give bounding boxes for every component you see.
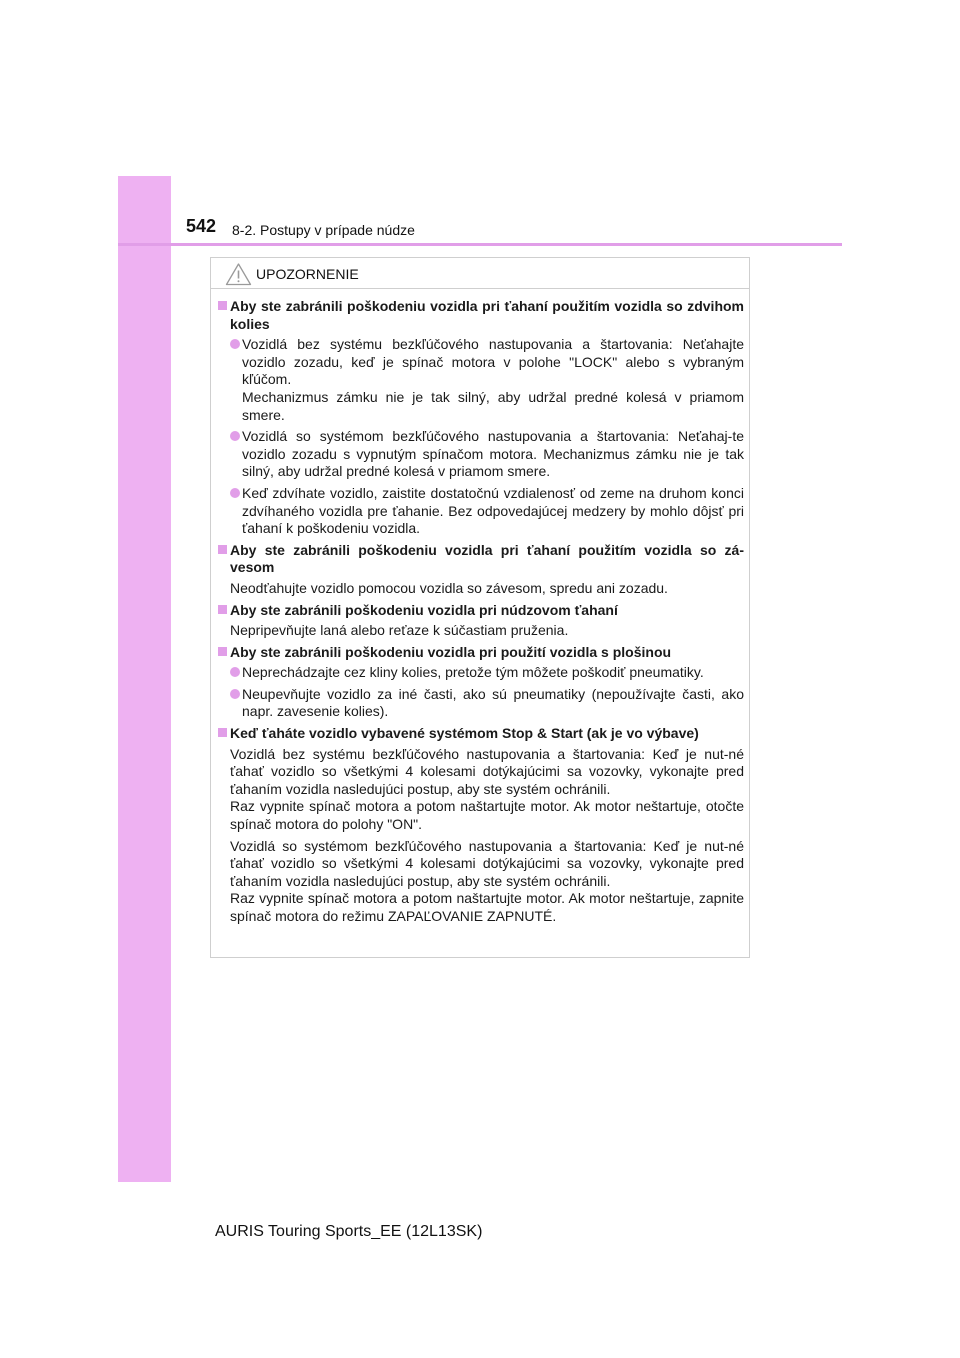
page-number: 542 [186, 216, 217, 236]
section-heading: Aby ste zabránili poškodeniu vozidla pri ťahaní použitím vozidla so zdvihom kolies [217, 298, 744, 333]
circle-bullet-icon [229, 485, 242, 503]
section-heading: Keď ťaháte vozidlo vybavené systémom Stop & Start (ak je vo výbave) [217, 725, 744, 743]
warning-section [217, 602, 744, 640]
square-bullet-icon [217, 542, 229, 560]
bullet-item: Neprechádzajte cez kliny kolies, pretože tým môžete poškodiť pneumatiky. [217, 664, 744, 682]
warning-triangle-icon [225, 262, 252, 286]
circle-bullet-icon [229, 336, 242, 354]
section-paragraph: Vozidlá so systémom bezkľúčového nastupovania a štartovania: Keď je nut-né ťahať vozidlo so všetkými 4 kolesami dotýkajúcimi sa vozovky, vykonajte pred ťahaním vozidla nasledujúci postup, aby ste systém ochránili. Raz vypnite spínač motora a potom naštartujte motor. Ak motor neštartuje, zapnite spínač motora do režimu ZAPAĽOVANIE ZAPNUTÉ. [230, 837, 744, 924]
warning-section [217, 644, 744, 721]
bullet-item: Vozidlá bez systému bezkľúčového nastupovania a štartovania: Neťahajte vozidlo zozadu, keď je spínač motora v polohe "LOCK" alebo s vybraným kľúčom. Mechanizmus zámku nie je tak silný, aby udržal predné kolesá v priamom smere. [217, 336, 744, 424]
warning-header [225, 261, 359, 287]
section-paragraph: Vozidlá bez systému bezkľúčového nastupovania a štartovania: Keď je nut-né ťahať vozidlo so všetkými 4 kolesami dotýkajúcimi sa vozovky, vykonajte pred ťahaním vozidla nasledujúci postup, aby ste systém ochránili. Raz vypnite spínač motora a potom naštartujte motor. Ak motor neštartuje, otočte spínač motora do polohy "ON". [230, 745, 744, 833]
bullet-item: Keď zdvíhate vozidlo, zaistite dostatočnú vzdialenosť od zeme na druhom konci zdvíhaného vozidla pre ťahanie. Bez odpovedajúcej medzery by mohlo dôjsť pri ťahaní k poškodeniu vozidla. [217, 485, 744, 538]
warning-content [217, 298, 744, 930]
warning-section [217, 298, 744, 538]
bullet-item: Vozidlá so systémom bezkľúčového nastupovania a štartovania: Neťahaj-te vozidlo zozadu s vypnutým spínačom motora. Mechanizmus zámku nie je tak silný, aby udržal predné kolesá v priamom smere. [217, 428, 744, 481]
section-text: Neodťahujte vozidlo pomocou vozidla so závesom, spredu ani zozadu. [230, 579, 668, 596]
warning-title: UPOZORNENIE [256, 266, 359, 282]
warning-section [217, 725, 744, 926]
circle-bullet-icon [229, 664, 242, 682]
section-heading: Aby ste zabránili poškodeniu vozidla pri ťahaní použitím vozidla so zá-vesom [217, 542, 744, 577]
chapter-side-band [118, 176, 171, 1182]
circle-bullet-icon [229, 686, 242, 704]
header-rule [118, 243, 842, 246]
square-bullet-icon [217, 298, 229, 316]
footer-model-code: AURIS Touring Sports_EE (12L13SK) [215, 1223, 483, 1240]
circle-bullet-icon [229, 428, 242, 446]
square-bullet-icon [217, 644, 229, 662]
section-heading: Aby ste zabránili poškodeniu vozidla pri núdzovom ťahaní [217, 602, 744, 620]
square-bullet-icon [217, 602, 229, 620]
section-title: 8-2. Postupy v prípade núdze [232, 222, 415, 238]
warning-section [217, 542, 744, 598]
warning-divider [211, 288, 749, 289]
section-heading: Aby ste zabránili poškodeniu vozidla pri použití vozidla s plošinou [217, 644, 744, 662]
bullet-item: Neupevňujte vozidlo za iné časti, ako sú pneumatiky (nepoužívajte časti, ako napr. zavesenie kolies). [217, 686, 744, 721]
warning-box [210, 257, 750, 958]
square-bullet-icon [217, 725, 229, 743]
section-text: Nepripevňujte laná alebo reťaze k súčastiam pruženia. [230, 622, 569, 639]
